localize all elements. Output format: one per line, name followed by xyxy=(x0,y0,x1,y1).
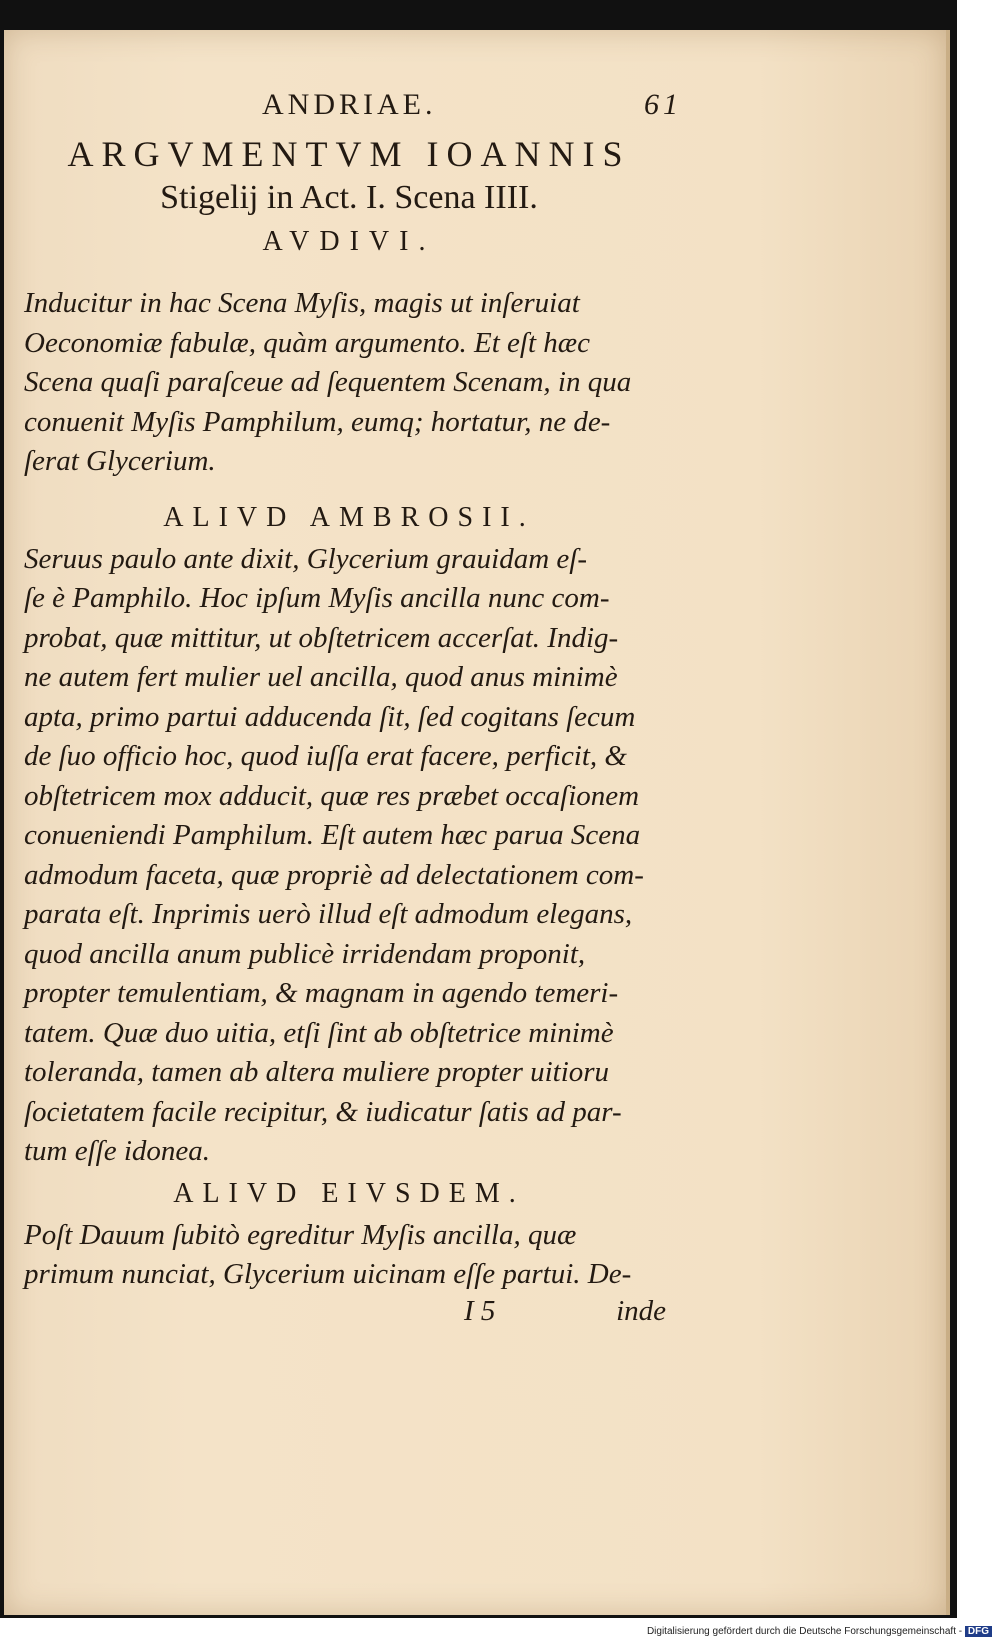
text-line: obſtetricem mox adducit, quæ res præbet occaſionem xyxy=(24,779,640,812)
paragraph-1 xyxy=(24,284,674,482)
text-line: Poſt Dauum ſubitò egreditur Myſis ancilla, quæ xyxy=(24,1218,577,1251)
text-line: ſe è Pamphilo. Hoc ipſum Myſis ancilla nunc com- xyxy=(24,582,610,614)
text-line: ſerat Glycerium. xyxy=(24,445,216,477)
text-line: Inducitur in hac Scena Myſis, magis ut inſeruiat xyxy=(24,287,580,319)
text-line: toleranda, tamen ab altera muliere propter uitioru xyxy=(24,1056,610,1088)
text-line: Oeconomiæ fabulæ, quàm argumento. Et eſt hæc xyxy=(24,326,590,359)
text-line: parata eſt. Inprimis uerò illud eſt admodum elegans, xyxy=(24,898,633,930)
text-line: admodum faceta, quæ propriè ad delectationem com- xyxy=(24,858,644,891)
text-line: tum eſſe idonea. xyxy=(24,1135,211,1167)
text-line: Scena quaſi paraſceue ad ſequentem Scenam, in qua xyxy=(24,366,632,398)
text-line: conuenit Myſis Pamphilum, eumq; hortatur, ne de- xyxy=(24,405,611,438)
text-line: quod ancilla anum publicè irridendam proponit, xyxy=(24,937,586,970)
catchword: inde xyxy=(616,1294,666,1327)
text-line: de ſuo officio hoc, quod iuſſa erat facere, perficit, & xyxy=(24,740,627,772)
digitization-credit xyxy=(647,1626,992,1637)
text-line: apta, primo partui adducenda ſit, ſed cogitans ſecum xyxy=(24,700,636,733)
page-number: 61 xyxy=(644,88,682,121)
paragraph-2 xyxy=(24,540,674,1172)
text-line: Seruus paulo ante dixit, Glycerium grauidam eſ- xyxy=(24,542,587,575)
text-line: ſocietatem facile recipitur, & iudicatur ſatis ad par- xyxy=(24,1095,622,1128)
text-line: propter temulentiam, & magnam in agendo temeri- xyxy=(24,977,619,1009)
heading-line-1: ARGVMENTVM IOANNIS xyxy=(67,134,631,174)
running-head xyxy=(24,88,682,132)
heading-line-3: AVDIVI. xyxy=(262,226,436,257)
signature-mark: I 5 xyxy=(464,1294,496,1327)
section-title-aliud-ambrosii: ALIVD AMBROSII. xyxy=(163,501,535,533)
text-line: ne autem fert mulier uel ancilla, quod anus minimè xyxy=(24,661,618,693)
text-line: probat, quæ mittitur, ut obſtetricem accerſat. Indig- xyxy=(24,621,619,654)
running-head-title: ANDRIAE. xyxy=(262,88,437,121)
text-line: tatem. Quæ duo uitia, etſi ſint ab obſtetrice minimè xyxy=(24,1016,614,1049)
section-title-aliud-eiusdem: ALIVD EIVSDEM. xyxy=(173,1177,525,1209)
text-block xyxy=(24,88,682,1335)
credit-text: Digitalisierung gefördert durch die Deutsche Forschungsgemeinschaft - xyxy=(646,1626,963,1637)
paragraph-3 xyxy=(24,1216,674,1295)
text-line: conueniendi Pamphilum. Eſt autem hæc parua Scena xyxy=(24,819,641,851)
book-page xyxy=(4,30,950,1615)
dfg-logo: DFG xyxy=(965,1626,992,1637)
page-footer xyxy=(24,1295,674,1335)
heading-line-2: Stigelij in Act. I. Scena IIII. xyxy=(160,179,538,216)
text-line: primum nunciat, Glycerium uicinam eſſe partui. De- xyxy=(24,1258,632,1290)
